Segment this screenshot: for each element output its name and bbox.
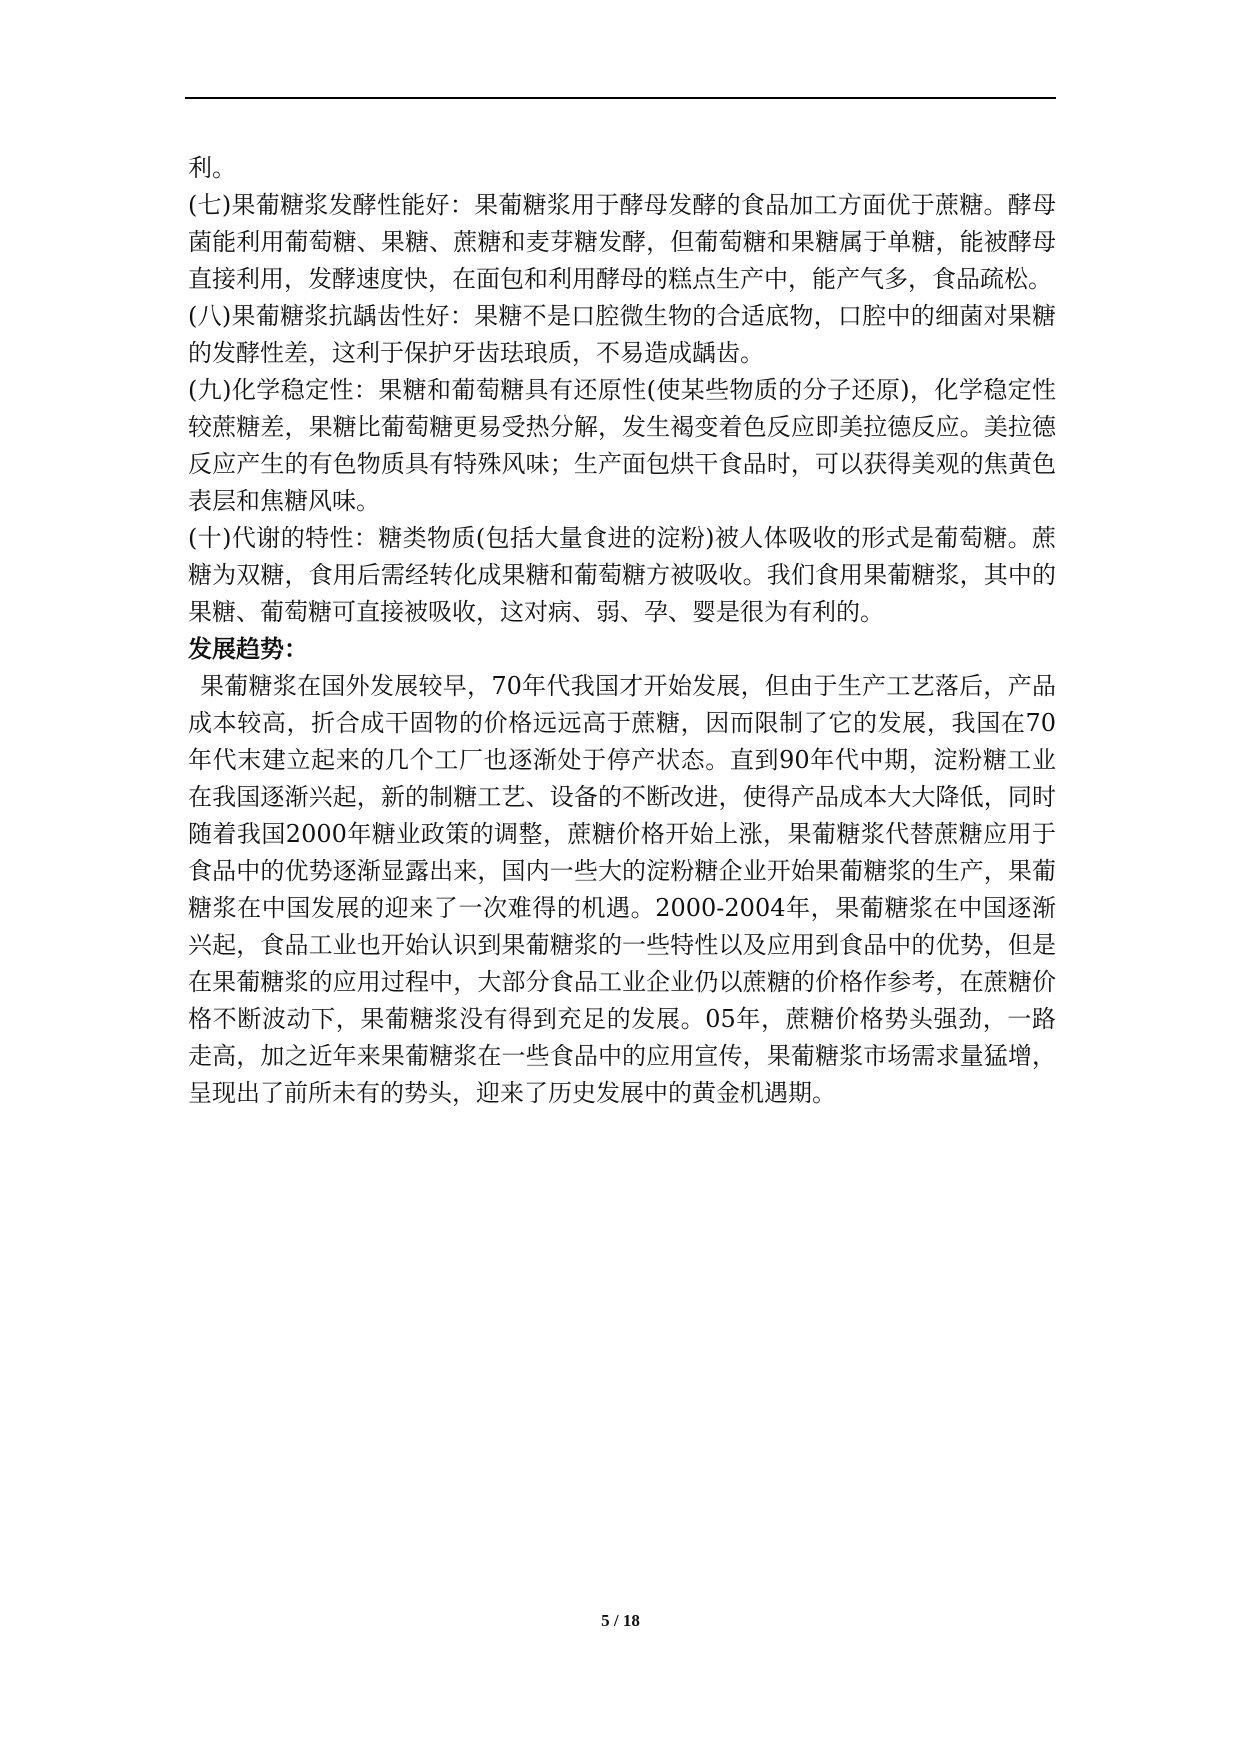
paragraph-fermentation: (七)果葡糖浆发酵性能好：果葡糖浆用于酵母发酵的食品加工方面优于蔗糖。酵母菌能利用葡萄糖、果糖、蔗糖和麦芽糖发酵，但葡萄糖和果糖属于单糖，能被酵母直接利用，发酵速度快，在面包和利用酵母的糕点生产中，能产气多，食品疏松。 (188, 191, 1056, 293)
section-heading: 发展趋势： (188, 635, 308, 663)
paragraph-anti-caries: (八)果葡糖浆抗龋齿性好：果糖不是口腔微生物的合适底物，口腔中的细菌对果糖的发酵性差，这利于保护牙齿珐琅质，不易造成龋齿。 (188, 302, 1056, 367)
page-number: 5 / 18 (601, 1611, 640, 1630)
paragraph-metabolism: (十)代谢的特性：糖类物质(包括大量食进的淀粉)被人体吸收的形式是葡萄糖。蔗糖为双糖，食用后需经转化成果糖和葡萄糖方被吸收。我们食用果葡糖浆，其中的果糖、葡萄糖可直接被吸收，这对病、弱、孕、婴是很为有利的。 (188, 524, 1056, 626)
paragraph-chemical-stability: (九)化学稳定性：果糖和葡萄糖具有还原性(使某些物质的分子还原)，化学稳定性较蔗糖差，果糖比葡萄糖更易受热分解，发生褐变着色反应即美拉德反应。美拉德反应产生的有色物质具有特殊风味；生产面包烘干食品时，可以获得美观的焦黄色表层和焦糖风味。 (188, 376, 1056, 515)
paragraph-continuation: 利。 (188, 154, 236, 182)
document-body (188, 150, 1056, 1112)
header-rule (185, 97, 1056, 99)
paragraph-development-trend: 果葡糖浆在国外发展较早，70年代我国才开始发展，但由于生产工艺落后，产品成本较高，折合成干固物的价格远远高于蔗糖，因而限制了它的发展，我国在70年代末建立起来的几个工厂也逐渐处于停产状态。直到90年代中期，淀粉糖工业在我国逐渐兴起，新的制糖工艺、设备的不断改进，使得产品成本大大降低，同时随着我国2000年糖业政策的调整，蔗糖价格开始上涨，果葡糖浆代替蔗糖应用于食品中的优势逐渐显露出来，国内一些大的淀粉糖企业开始果葡糖浆的生产，果葡糖浆在中国发展的迎来了一次难得的机遇。2000-2004年，果葡糖浆在中国逐渐兴起，食品工业也开始认识到果葡糖浆的一些特性以及应用到食品中的优势，但是在果葡糖浆的应用过程中，大部分食品工业企业仍以蔗糖的价格作参考，在蔗糖价格不断波动下，果葡糖浆没有得到充足的发展。05年，蔗糖价格势头强劲，一路走高，加之近年来果葡糖浆在一些食品中的应用宣传，果葡糖浆市场需求量猛增，呈现出了前所未有的势头，迎来了历史发展中的黄金机遇期。 (188, 672, 1056, 1107)
